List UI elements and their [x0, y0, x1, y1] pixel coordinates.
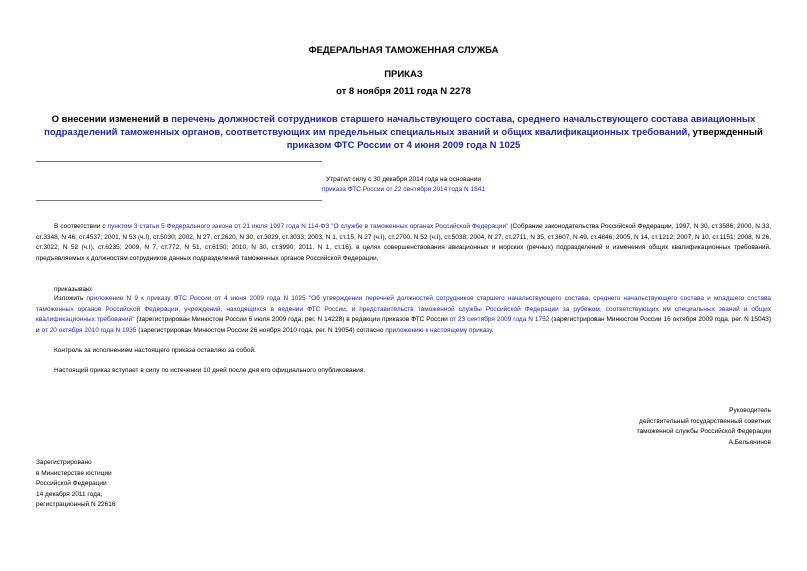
order-1935-link[interactable]: от 20 октября 2010 года N 1935	[41, 326, 137, 334]
preamble-paragraph	[36, 222, 771, 264]
title-link-order[interactable]: приказом ФТС России от 4 июня 2009 года N 1025	[286, 140, 521, 151]
order-item-text-1: (зарегистрирован Минюстом России 6 июля 2009 года, рег. N 14228) в редакции приказов ФТС России	[134, 316, 450, 324]
signature-position: Руководитель	[729, 407, 771, 414]
signature-rank: действительный государственный советник	[639, 417, 771, 425]
order-item-end: .	[491, 326, 494, 334]
status-note-link[interactable]: приказа ФТС России от 22 сентября 2014 года N 1841	[322, 186, 485, 193]
registration-line-2: в Министерстве юстиции	[36, 469, 112, 477]
organization-name: ФЕДЕРАЛЬНАЯ ТАМОЖЕННАЯ СЛУЖБА	[308, 45, 499, 56]
preamble-text: (Собрание законодательства Российской Федерации, 1997, N 30, ст.3586; 2000, N 33, ст.3348, N 46, ст.4537; 2001, N 53 (ч.I), ст.5030; 2002, N 27, ст.2620, N 30, ст.3029, ст.3033; 2003, N 1, ст.15, N 27 (ч.I), ст.2700, N 52 (ч.I), ст.5038; 2004, N 27, ст.2711, N 35, ст.3607, N 49, ст.4846; 2005, N 14, ст.1212; 2007, N 10, ст.1151; 2008, N 26, ст.3022, N 52 (ч.I), ст.6235; 2009, N 7, ст.772, N 51, ст.6150; 2010, N 30, ст.3990; 2011, N 1, ст.16), в целях совершенствования авиационных и морских (речных) подразделений и изменения общих квалификационных требований, предъявляемых к должностям сотрудников данных подразделений таможенных органов Российской Федерации,	[36, 223, 771, 262]
document-title	[36, 113, 771, 152]
document-date: от 8 ноября 2011 года N 2278	[336, 86, 471, 97]
order-item-text-2: (зарегистрирован Минюстом России 16 октября 2009 года, рег. N 15043) и	[36, 316, 771, 334]
document-type: ПРИКАЗ	[384, 69, 423, 80]
federal-law-link[interactable]: пунктом 3 статьи 5 Федерального закона от 21 июля 1997 года N 114-ФЗ "О службе в таможенных органах Российской Федерации"	[107, 223, 509, 230]
order-1752-link[interactable]: от 23 сентября 2009 года N 1752	[449, 316, 550, 324]
order-item-text-3: (зарегистрирован Минюстом России 26 ноября 2010 года, рег. N 19054) согласно	[136, 326, 386, 334]
registration-block	[36, 458, 116, 511]
registration-line-1: Зарегистрировано	[36, 459, 92, 466]
registration-line-3: Российской Федерации	[36, 480, 107, 488]
signature-rank-service: таможенной службы Российской Федерации	[636, 428, 771, 436]
title-prefix: О внесении изменений в	[51, 114, 172, 125]
signature-name: А.Бельянинов	[728, 438, 771, 446]
divider-bottom	[36, 200, 322, 201]
divider-top	[36, 161, 322, 162]
signature-block	[637, 406, 771, 448]
title-link-list[interactable]: перечень должностей сотрудников старшего начальствующего состава, среднего начальствующего состава авиационных подразделений таможенных органов, соответствующих им предельных специальных званий и общих квалификационных требований	[44, 114, 756, 138]
registration-number: регистрационный N 22616	[36, 501, 116, 509]
order-item-prefix: Изложить	[54, 295, 87, 302]
order-item-paragraph	[36, 294, 771, 336]
attachment-link[interactable]: приложению к настоящему приказу	[385, 326, 492, 334]
effective-date-paragraph: Настоящий приказ вступает в силу по истечении 10 дней после дня его официального опубликования.	[54, 367, 366, 374]
registration-date: 14 декабря 2011 года,	[36, 490, 103, 498]
control-paragraph: Контроль за исполнением настоящего приказа оставляю за собой.	[54, 347, 256, 354]
preamble-prefix: В соответствии с	[54, 223, 108, 230]
appendix-link[interactable]: приложение N 9 к приказу ФТС России от 4 июня 2009 года N 1025 "Об утверждении перечней должностей сотрудников старшего начальствующего состава, среднего начальствующего состава и младшего состава таможенных органов Российской Федерации, учреждений, находящихся в ведении ФТС России, и представительств таможенной службы Российской Федерации за рубежом, соответствующих им специальных званий и общих квалификационных требований"	[36, 295, 771, 324]
order-word: приказываю:	[54, 286, 93, 293]
title-middle: , утвержденный	[687, 127, 763, 138]
status-note: Утратил силу с 30 декабря 2014 года на основании	[326, 176, 481, 183]
